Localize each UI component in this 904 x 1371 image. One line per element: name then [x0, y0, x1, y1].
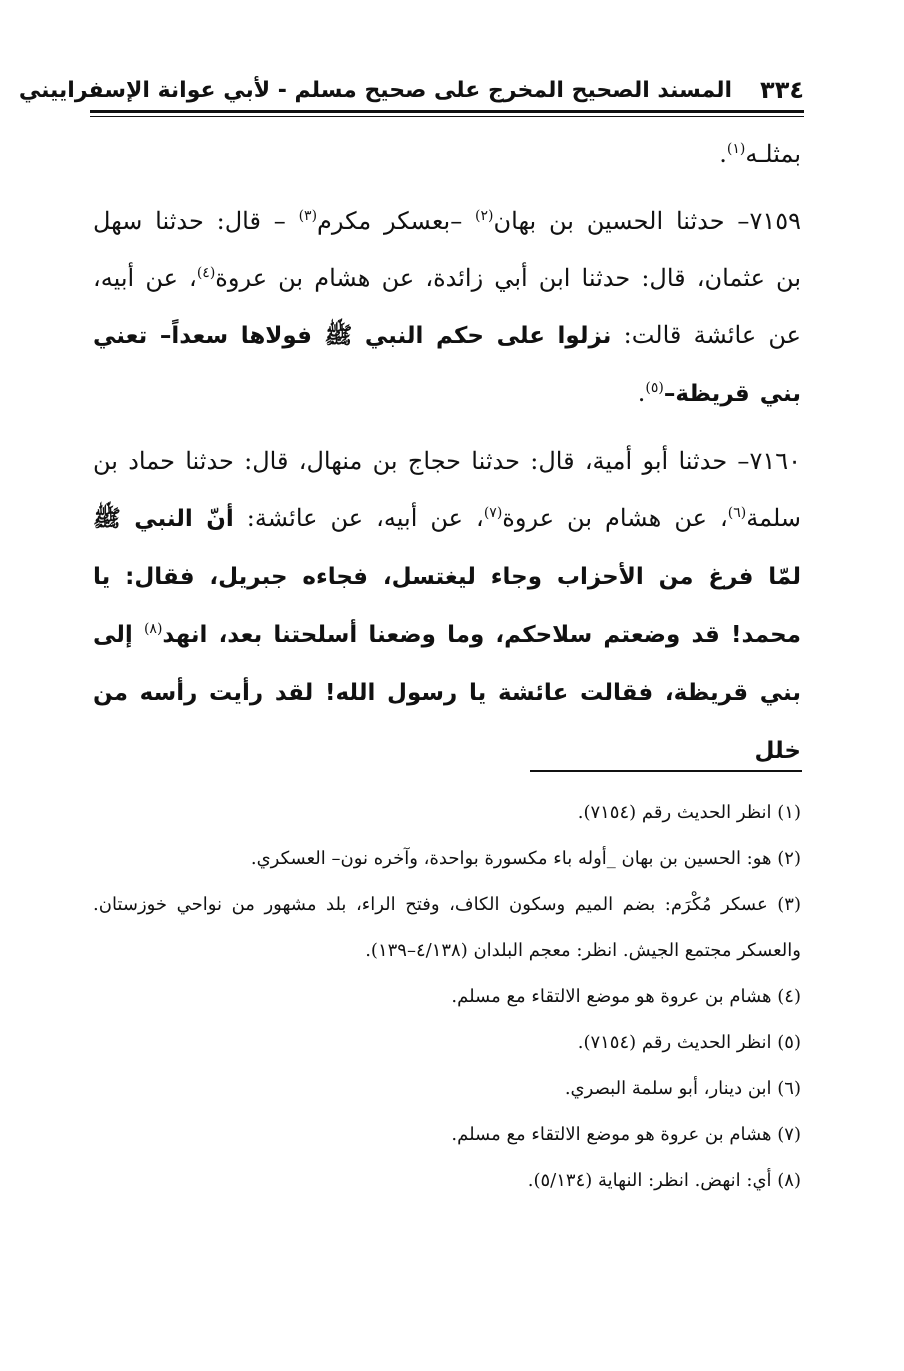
footnote-3: (٣) عسكر مُكْرَم: بضم الميم وسكون الكاف، وفتح الراء، بلد مشهور من نواحي خوزستان. والعسكر مجتمع الجيش. انظر: معجم البلدان (٤/١٣٨–١٣٩). [93, 894, 801, 961]
footnote-5: (٥) انظر الحديث رقم (٧١٥٤). [577, 1032, 801, 1053]
hadith-7159 [93, 193, 801, 423]
main-text [93, 126, 801, 780]
hadith-7160-isnad-b: ، عن هشام بن عروة [502, 504, 728, 532]
hadith-7160-matn-b: إلى بني قريظة، فقالت عائشة يا رسول الله! لقد رأيت رأسه من خلل [93, 622, 801, 764]
header-rule-thick [90, 110, 804, 113]
footnote-ref-1: (١) [726, 141, 746, 157]
footnote-ref-4: (٤) [196, 265, 216, 281]
footnote-separator [530, 770, 802, 772]
hadith-7159-isnad-c: – قال: حدثنا سهل بن عثمان، قال: حدثنا ابن أبي زائدة، عن هشام بن عروة [93, 207, 801, 292]
hadith-7159-end: . [637, 379, 646, 407]
footnote-ref-5: (٥) [645, 380, 664, 396]
footnote-2: (٢) هو: الحسين بن بهان _أوله باء مكسورة بواحدة، وآخره نون– العسكري. [250, 848, 801, 869]
footnotes [93, 790, 801, 1204]
hadith-7159-isnad-a: – حدثنا الحسين بن بهان [493, 207, 750, 235]
footnote-ref-2: (٢) [475, 208, 494, 224]
header-title: المسند الصحيح المخرج على صحيح مسلم - لأبي عوانة الإسفراييني [18, 77, 733, 103]
continuation-end: . [719, 140, 727, 168]
footnote-ref-7: (٧) [483, 505, 503, 521]
page-number: ٣٣٤ [760, 76, 804, 104]
hadith-7159-matn: نزلوا على حكم النبي ﷺ فولاها سعداً– تعني بني قريظة– [93, 323, 801, 407]
footnote-ref-3: (٣) [298, 208, 318, 224]
footnote-1: (١) انظر الحديث رقم (٧١٥٤). [577, 802, 801, 823]
hadith-7160-isnad-c: ، عن أبيه، عن عائشة: [233, 504, 484, 532]
hadith-7160-matn-a: أنّ النبي ﷺ لمّا فرغ من الأحزاب وجاء ليغتسل، فجاءه جبريل، فقال: يا محمد! قد وضعتم سلاحكم، وما وضعنا أسلحتنا بعد، انهد [93, 506, 801, 648]
hadith-number-7160: ٧١٦٠ [749, 447, 801, 475]
footnote-7: (٧) هشام بن عروة هو موضع الالتقاء مع مسلم. [451, 1124, 801, 1145]
footnote-ref-6: (٦) [727, 505, 747, 521]
header-rule-thin [90, 116, 804, 117]
running-header [18, 72, 804, 108]
hadith-7159-isnad-b: –بعسكر مكرم [317, 207, 476, 235]
continuation-paragraph [93, 126, 801, 183]
continuation-text: بمثلـه [745, 140, 801, 168]
hadith-7160 [93, 433, 801, 780]
hadith-7159-isnad-d: ، عن أبيه، عن عائشة قالت: [93, 264, 801, 349]
footnote-6: (٦) ابن دينار، أبو سلمة البصري. [564, 1078, 801, 1099]
hadith-7160-isnad-a: – حدثنا أبو أمية، قال: حدثنا حجاج بن منهال، قال: حدثنا حماد بن سلمة [93, 447, 802, 532]
footnote-8: (٨) أي: انهض. انظر: النهاية (٥/١٣٤). [527, 1170, 801, 1191]
footnote-4: (٤) هشام بن عروة هو موضع الالتقاء مع مسلم. [451, 986, 801, 1007]
footnote-ref-8: (٨) [143, 621, 163, 637]
hadith-number-7159: ٧١٥٩ [749, 207, 801, 235]
